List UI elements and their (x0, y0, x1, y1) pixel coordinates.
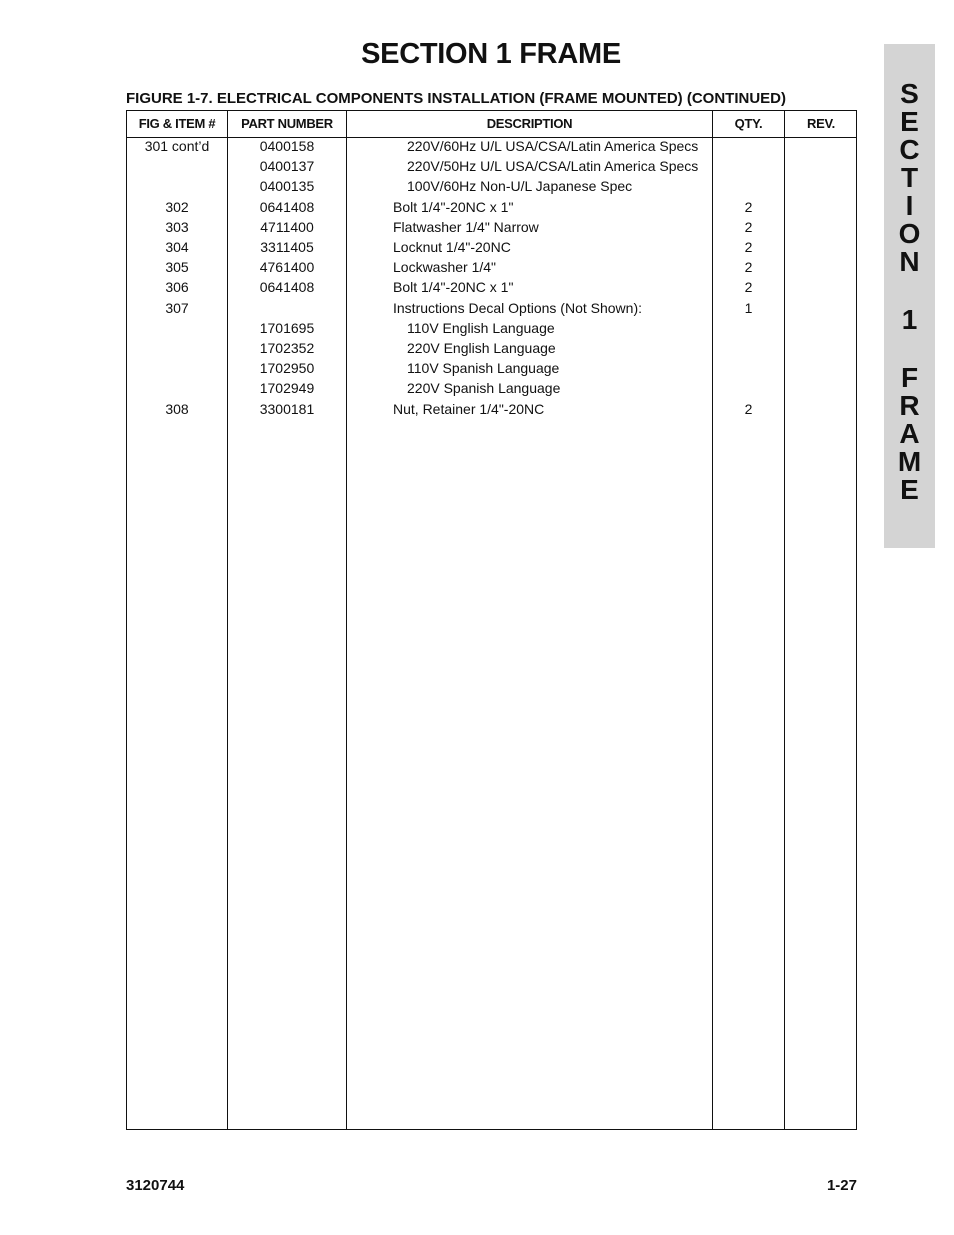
part-number: 0400135 (259, 178, 315, 195)
description: Bolt 1/4"-20NC x 1" (393, 279, 514, 296)
table-row (127, 378, 856, 398)
item-number: 302 (165, 198, 189, 215)
side-tab-letter: E (900, 474, 919, 505)
part-number: 3300181 (259, 400, 315, 417)
quantity: 2 (744, 259, 753, 276)
part-number: 3311405 (260, 239, 314, 255)
description: Bolt 1/4"-20NC x 1" (393, 198, 514, 215)
table-row (127, 217, 856, 237)
side-tab-letter: M (897, 446, 922, 477)
table-row (127, 197, 856, 217)
table-row (127, 318, 856, 338)
quantity: 1 (744, 299, 753, 316)
part-number: 0400158 (259, 138, 315, 154)
side-tab-letter: A (899, 418, 920, 449)
item-number: 307 (165, 299, 189, 316)
section-side-tab (884, 44, 935, 548)
table-row (127, 136, 856, 156)
part-number: 4761400 (259, 259, 315, 276)
table-row (127, 399, 856, 419)
table-row (127, 257, 856, 277)
description: 220V/60Hz U/L USA/CSA/Latin America Specs (407, 138, 699, 154)
item-number: 306 (165, 279, 189, 296)
description: 220V/50Hz U/L USA/CSA/Latin America Specs (407, 158, 699, 175)
header-qty: QTY. (734, 116, 763, 131)
part-number: 0400137 (259, 158, 315, 175)
part-number: 1702352 (259, 340, 315, 356)
description: 220V Spanish Language (407, 380, 561, 397)
part-number: 1701695 (259, 319, 315, 336)
table-row (127, 358, 856, 378)
item-number: 303 (165, 218, 189, 235)
section-title: SECTION 1 FRAME (361, 38, 621, 70)
header-description: DESCRIPTION (486, 116, 573, 131)
side-tab-letter: N (899, 246, 920, 277)
quantity: 2 (744, 218, 753, 235)
quantity: 2 (744, 198, 753, 215)
item-number: 304 (165, 239, 189, 255)
description: Locknut 1/4"-20NC (393, 239, 511, 255)
table-row (127, 237, 856, 257)
description: Lockwasher 1/4" (393, 259, 497, 276)
part-number: 4711400 (260, 218, 314, 235)
side-tab-letter: 1 (901, 304, 918, 335)
quantity: 2 (744, 400, 753, 417)
header-item: FIG & ITEM # (138, 116, 216, 131)
table-row (127, 176, 856, 196)
part-number: 0641408 (259, 198, 315, 215)
item-number: 305 (165, 259, 189, 276)
table-row (127, 156, 856, 176)
quantity: 2 (744, 279, 753, 296)
description: 110V Spanish Language (407, 360, 560, 377)
side-tab-letter: O (898, 218, 921, 249)
header-rev: REV. (807, 116, 835, 131)
description: Nut, Retainer 1/4"-20NC (393, 400, 545, 417)
side-tab-letter: T (900, 162, 919, 193)
description: Flatwasher 1/4" Narrow (393, 218, 539, 235)
description: Instructions Decal Options (Not Shown): (393, 299, 642, 316)
table-row (127, 277, 856, 297)
part-number: 0641408 (259, 279, 315, 296)
item-number: 308 (165, 400, 189, 417)
side-tab-letter: R (899, 390, 920, 421)
part-number: 1702949 (259, 380, 315, 397)
part-number: 1702950 (259, 360, 315, 377)
header-part-number: PART NUMBER (241, 116, 333, 131)
side-tab-letter: C (899, 134, 920, 165)
table-row (127, 338, 856, 358)
description: 110V English Language (407, 319, 555, 336)
side-tab-letter: E (900, 106, 919, 137)
description: 220V English Language (407, 340, 556, 356)
side-tab-letter: I (905, 190, 914, 221)
side-tab-letter: S (900, 78, 919, 109)
figure-title: FIGURE 1-7. ELECTRICAL COMPONENTS INSTALLATION (FRAME MOUNTED) (CONTINUED) (126, 90, 786, 107)
table-row (127, 298, 856, 318)
parts-table (126, 110, 857, 1130)
quantity: 2 (744, 239, 753, 255)
item-number: 301 cont’d (144, 138, 210, 154)
side-tab-letter: F (900, 362, 919, 393)
description: 100V/60Hz Non-U/L Japanese Spec (407, 178, 633, 195)
doc-number: 3120744 (126, 1177, 185, 1194)
page-number: 1-27 (826, 1177, 857, 1194)
